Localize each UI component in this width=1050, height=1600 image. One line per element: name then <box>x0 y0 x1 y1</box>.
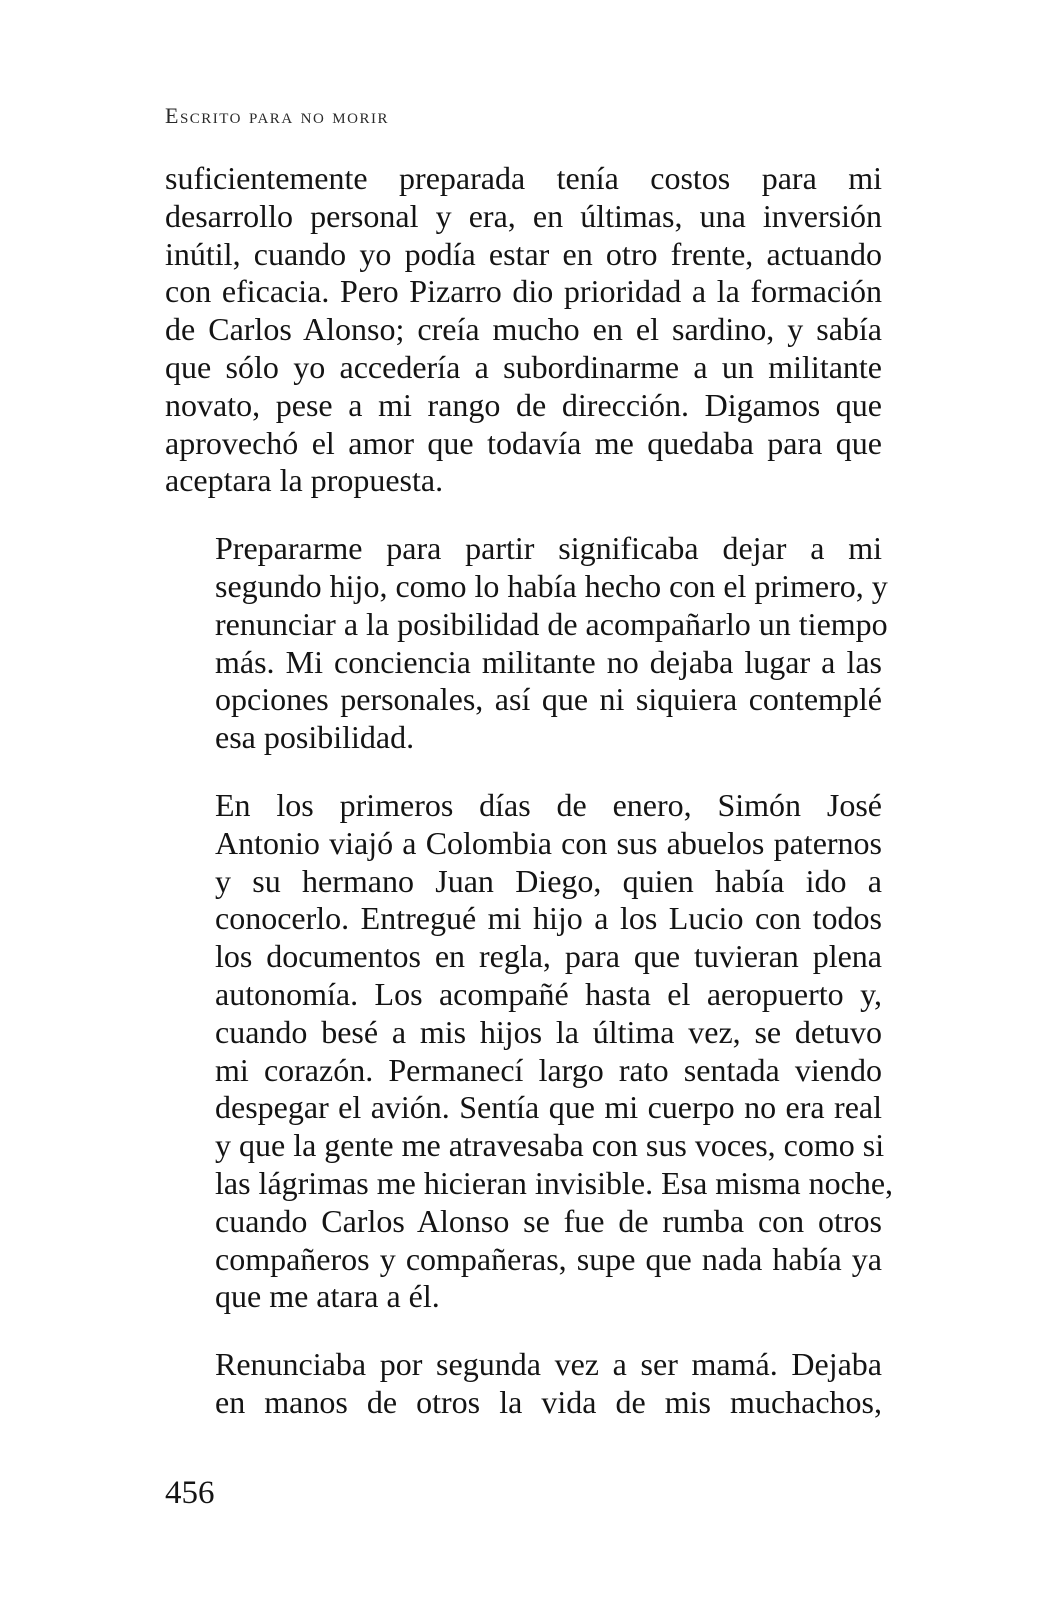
text-line: autonomía. Los acompañé hasta el aeropuerto y, <box>215 975 882 1012</box>
text-line: y que la gente me atravesaba con sus voces, como si <box>215 1127 885 1164</box>
text-line: renunciar a la posibilidad de acompañarlo un tiempo <box>215 605 888 642</box>
text-line: con eficacia. Pero Pizarro dio prioridad a la formación <box>165 273 882 310</box>
text-line: y su hermano Juan Diego, quien había ido a <box>215 862 882 899</box>
text-line: desarrollo personal y era, en últimas, una inversión <box>165 197 882 234</box>
paragraph-1 <box>165 160 882 500</box>
text-line: Renunciaba por segunda vez a ser mamá. Dejaba <box>215 1346 882 1383</box>
text-line: de Carlos Alonso; creía mucho en el sardino, y sabía <box>165 311 882 348</box>
text-line: suficientemente preparada tenía costos para mi <box>165 160 882 196</box>
text-line: que me atara a él. <box>215 1278 440 1315</box>
text-line: opciones personales, así que ni siquiera contemplé <box>215 681 882 718</box>
text-line: mi corazón. Permanecí largo rato sentada viendo <box>215 1051 882 1088</box>
paragraph-2 <box>165 530 888 757</box>
text-line: segundo hijo, como lo había hecho con el primero, y <box>215 567 888 604</box>
text-line: cuando Carlos Alonso se fue de rumba con otros <box>215 1202 882 1239</box>
text-line: que sólo yo accedería a subordinarme a un militante <box>165 348 882 385</box>
text-line: Prepararme para partir significaba dejar a mi <box>215 530 882 567</box>
running-head: Escrito para no morir <box>165 103 389 128</box>
text-line: novato, pese a mi rango de dirección. Digamos que <box>165 386 882 423</box>
paragraph-3 <box>165 786 894 1316</box>
paragraph-4 <box>165 1346 882 1422</box>
text-line: los documentos en regla, para que tuvieran plena <box>215 938 882 975</box>
text-line: despegar el avión. Sentía que mi cuerpo no era real <box>215 1089 882 1126</box>
text-line: en manos de otros la vida de mis muchachos, <box>215 1383 882 1420</box>
text-line: inútil, cuando yo podía estar en otro frente, actuando <box>165 235 882 272</box>
text-line: Antonio viajó a Colombia con sus abuelos paternos <box>215 824 882 861</box>
text-line: cuando besé a mis hijos la última vez, se detuvo <box>215 1013 882 1050</box>
text-line: conocerlo. Entregué mi hijo a los Lucio con todos <box>215 900 882 937</box>
text-line: aceptara la propuesta. <box>165 462 444 499</box>
text-line: las lágrimas me hicieran invisible. Esa misma noche, <box>215 1164 894 1201</box>
text-line: aprovechó el amor que todavía me quedaba para que <box>165 424 882 461</box>
text-line: En los primeros días de enero, Simón José <box>215 786 882 823</box>
text-line: esa posibilidad. <box>215 719 415 756</box>
text-line: más. Mi conciencia militante no dejaba lugar a las <box>215 643 882 680</box>
page-number: 456 <box>165 1475 215 1511</box>
text-line: compañeros y compañeras, supe que nada había ya <box>215 1240 882 1277</box>
body-text <box>165 160 894 1452</box>
